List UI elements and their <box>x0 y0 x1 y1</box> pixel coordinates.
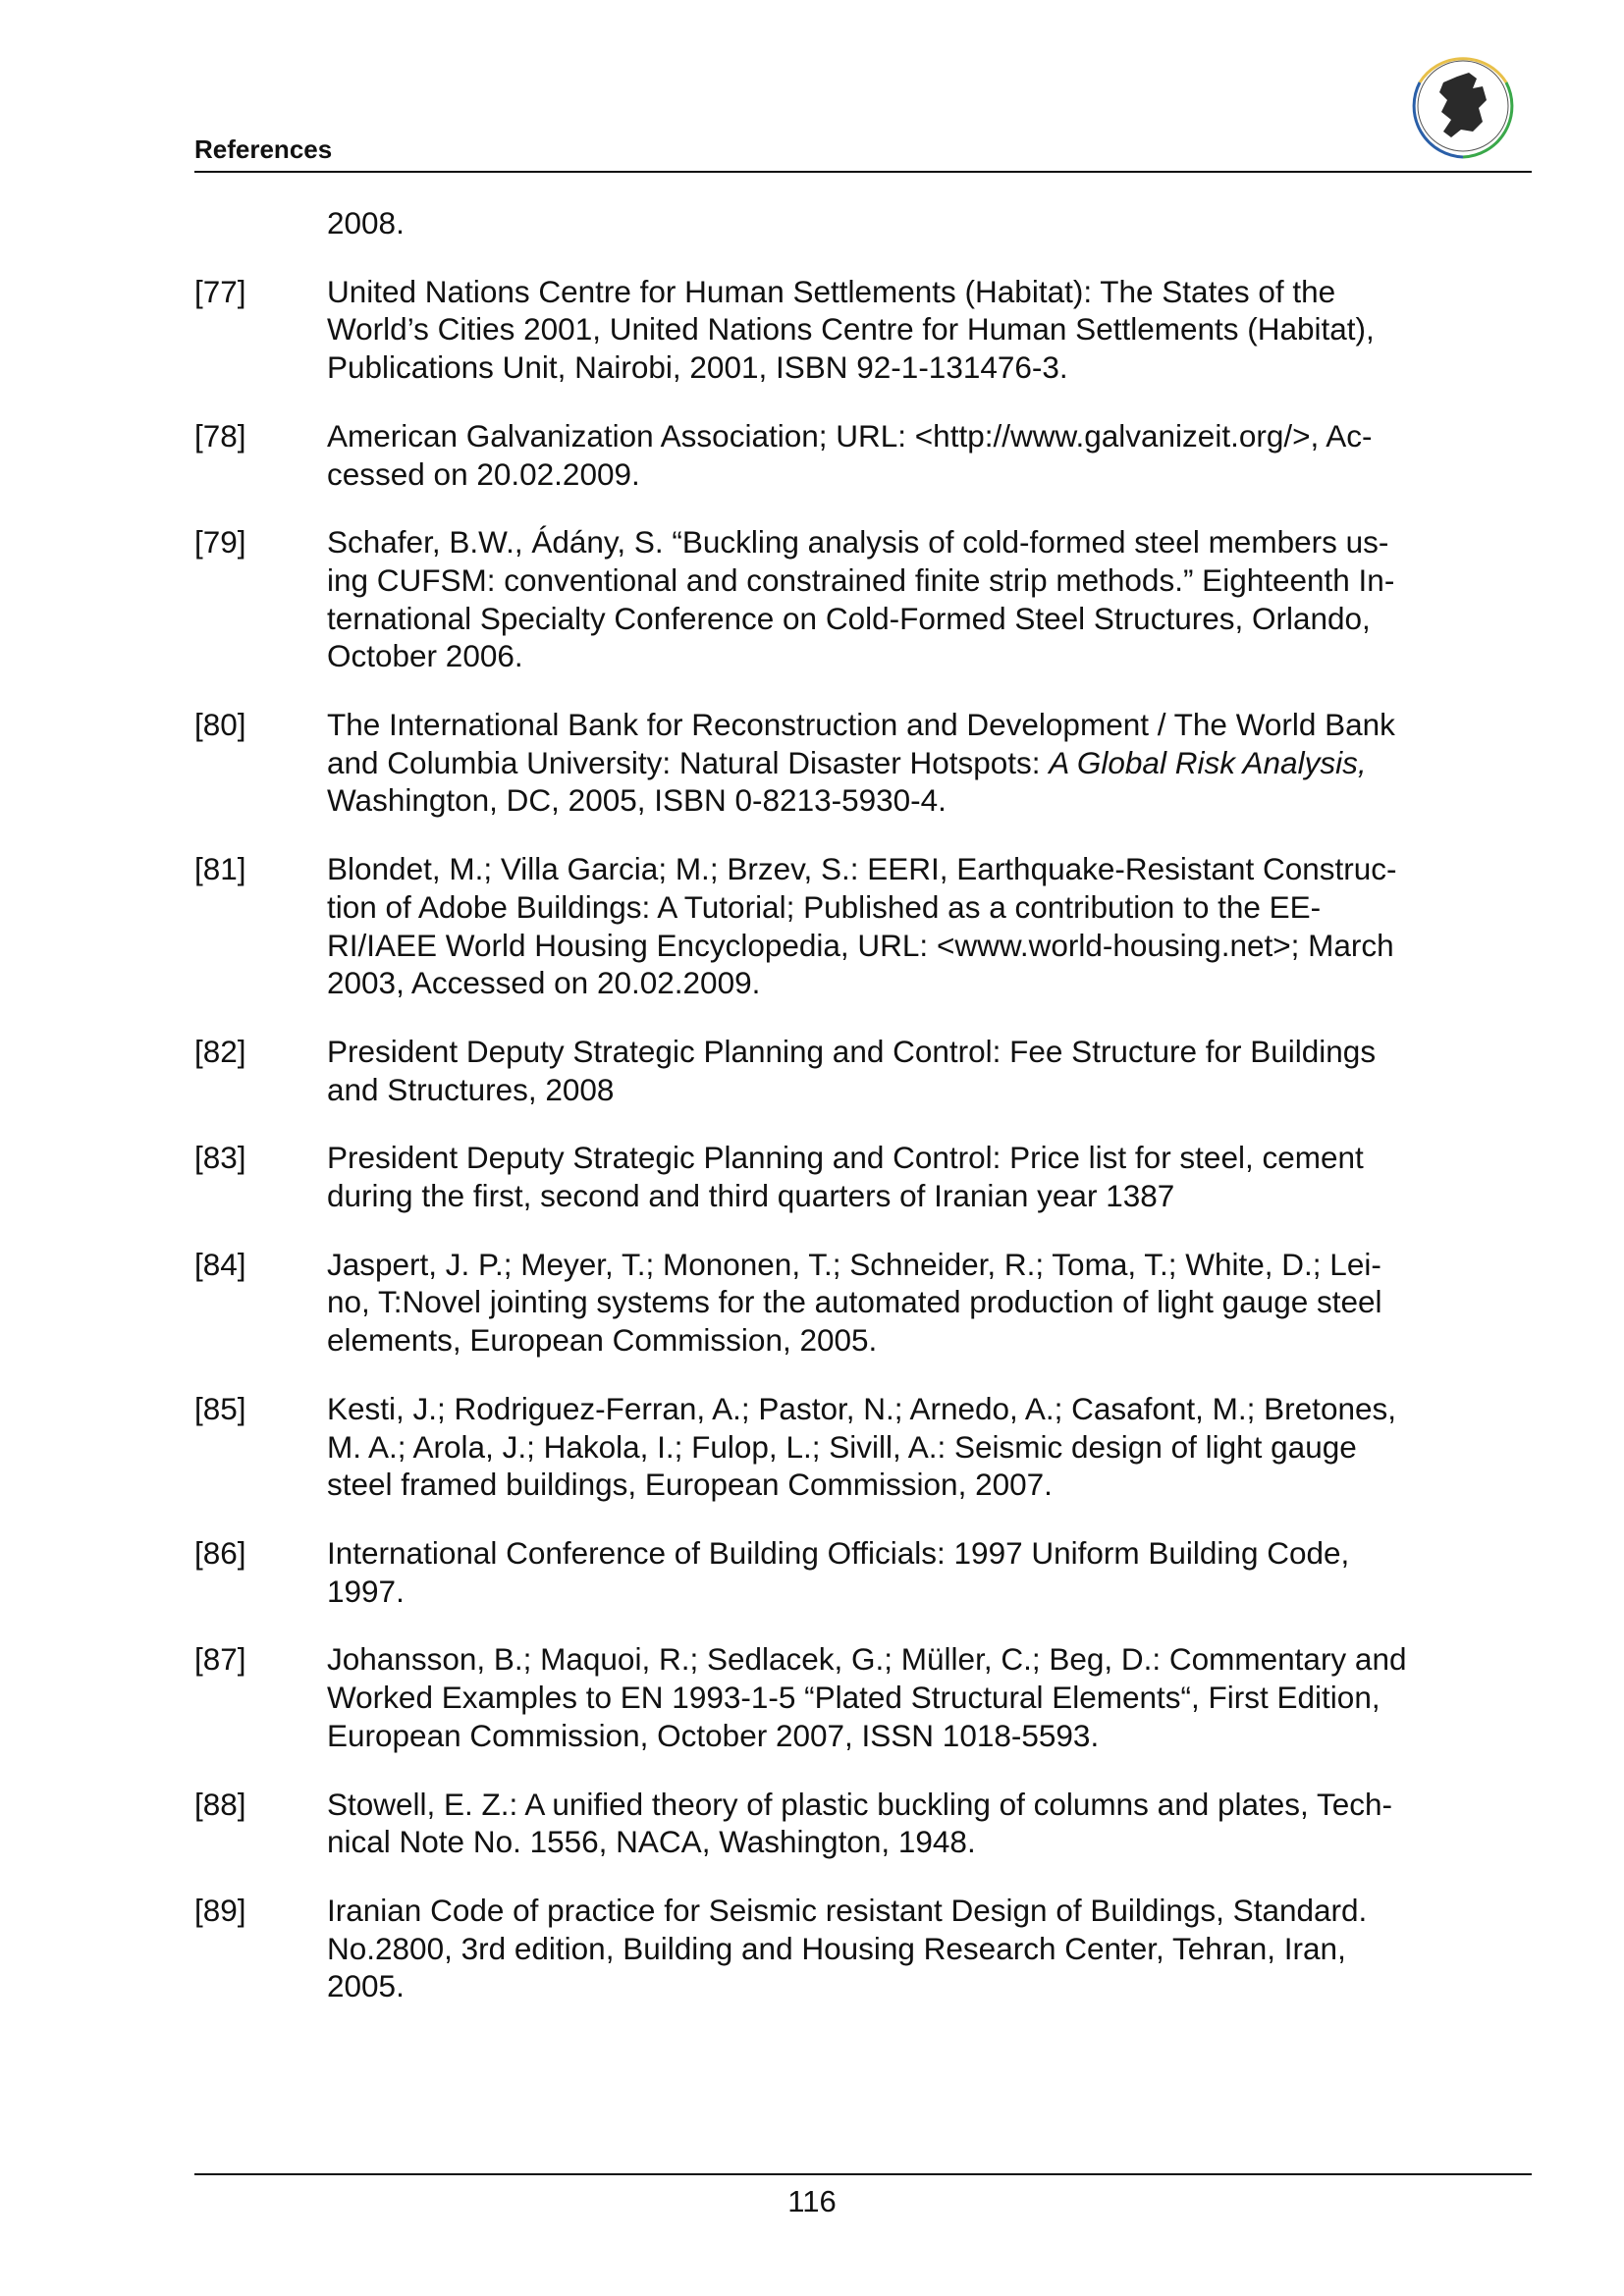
reference-text <box>327 1892 1532 2005</box>
reference-line: Blondet, M.; Villa Garcia; M.; Brzev, S.: EERI, Earthquake-Resistant Construc- <box>327 851 1397 887</box>
reference-text <box>327 1139 1532 1214</box>
reference-line: United Nations Centre for Human Settlements (Habitat): The States of the <box>327 273 1336 309</box>
reference-line: M. A.; Arola, J.; Hakola, I.; Fulop, L.; Sivill, A.: Seismic design of light gauge <box>327 1428 1357 1465</box>
reference-number: [78] <box>194 417 246 454</box>
reference-number: [88] <box>194 1786 246 1822</box>
reference-line: Iranian Code of practice for Seismic resistant Design of Buildings, Standard. <box>327 1892 1368 1928</box>
reference-text <box>327 706 1532 820</box>
reference-entry <box>194 273 1532 387</box>
reference-line: during the first, second and third quarters of Iranian year 1387 <box>327 1178 1175 1214</box>
reference-line: Worked Examples to EN 1993-1-5 “Plated Structural Elements“, First Edition, <box>327 1680 1380 1716</box>
reference-line: Jaspert, J. P.; Meyer, T.; Mononen, T.; Schneider, R.; Toma, T.; White, D.; Lei- <box>327 1246 1381 1282</box>
reference-line <box>327 744 1532 782</box>
reference-number: [77] <box>194 273 246 309</box>
text-segment: and Columbia University: Natural Disaster Hotspots: <box>327 744 1050 780</box>
reference-line: Stowell, E. Z.: A unified theory of plastic buckling of columns and plates, Tech- <box>327 1786 1392 1822</box>
reference-line: President Deputy Strategic Planning and Control: Fee Structure for Buildings <box>327 1033 1377 1069</box>
reference-entry <box>194 1786 1532 1861</box>
reference-number: [82] <box>194 1033 246 1069</box>
reference-number-empty <box>194 204 327 242</box>
reference-line: Kesti, J.; Rodriguez-Ferran, A.; Pastor, N.; Arnedo, A.; Casafont, M.; Bretones, <box>327 1390 1396 1426</box>
reference-line: Washington, DC, 2005, ISBN 0-8213-5930-4. <box>327 782 947 819</box>
reference-number: [86] <box>194 1534 246 1571</box>
reference-line: President Deputy Strategic Planning and Control: Price list for steel, cement <box>327 1140 1364 1176</box>
reference-line: ternational Specialty Conference on Cold-Formed Steel Structures, Orlando, <box>327 600 1371 636</box>
reference-line: European Commission, October 2007, ISSN 1018-5593. <box>327 1717 1100 1753</box>
reference-line: and Structures, 2008 <box>327 1071 615 1107</box>
reference-text <box>327 1640 1532 1754</box>
reference-entry <box>194 417 1532 493</box>
reference-line: 1997. <box>327 1573 405 1609</box>
reference-number: [87] <box>194 1641 246 1678</box>
reference-number: [89] <box>194 1892 246 1928</box>
reference-text <box>327 1033 1532 1108</box>
reference-text <box>327 417 1532 493</box>
reference-line: cessed on 20.02.2009. <box>327 455 640 492</box>
reference-text <box>327 204 1532 242</box>
reference-line: elements, European Commission, 2005. <box>327 1322 878 1359</box>
reference-entry <box>194 1390 1532 1504</box>
reference-text <box>327 1534 1532 1610</box>
reference-entry <box>194 1892 1532 2005</box>
reference-text <box>327 273 1532 387</box>
header-rule <box>194 171 1532 173</box>
reference-line: Johansson, B.; Maquoi, R.; Sedlacek, G.; Müller, C.; Beg, D.: Commentary and <box>327 1641 1407 1678</box>
reference-line: International Conference of Building Officials: 1997 Uniform Building Code, <box>327 1534 1350 1571</box>
italic-title: A Global Risk Analysis, <box>1049 744 1367 780</box>
reference-number: [81] <box>194 851 246 887</box>
reference-entry <box>194 1139 1532 1214</box>
reference-line: October 2006. <box>327 638 523 674</box>
university-seal-logo <box>1400 43 1526 169</box>
reference-line: No.2800, 3rd edition, Building and Housing Research Center, Tehran, Iran, <box>327 1930 1346 1966</box>
reference-line: no, T:Novel jointing systems for the automated production of light gauge steel <box>327 1284 1382 1320</box>
reference-line: nical Note No. 1556, NACA, Washington, 1948. <box>327 1824 976 1860</box>
reference-entry <box>194 706 1532 820</box>
page-number: 116 <box>787 2184 837 2218</box>
reference-line: 2003, Accessed on 20.02.2009. <box>327 965 761 1001</box>
reference-line: 2008. <box>327 205 405 240</box>
reference-text <box>327 523 1532 675</box>
reference-number: [85] <box>194 1390 246 1426</box>
footer-rule <box>194 2173 1532 2175</box>
reference-number: [79] <box>194 524 246 561</box>
running-header-title: References <box>194 134 333 164</box>
reference-line: Publications Unit, Nairobi, 2001, ISBN 92-1-131476-3. <box>327 349 1068 386</box>
reference-line: Schafer, B.W., Ádány, S. “Buckling analysis of cold-formed steel members us- <box>327 524 1389 561</box>
reference-text <box>327 1786 1532 1861</box>
reference-entry <box>194 1640 1532 1754</box>
reference-line: RI/IAEE World Housing Encyclopedia, URL: <www.world-housing.net>; March <box>327 927 1394 963</box>
reference-text <box>327 850 1532 1002</box>
reference-line: ing CUFSM: conventional and constrained finite strip methods.” Eighteenth In- <box>327 561 1395 598</box>
reference-text <box>327 1246 1532 1360</box>
reference-line: steel framed buildings, European Commission, 2007. <box>327 1467 1053 1503</box>
reference-entry <box>194 850 1532 1002</box>
reference-continuation <box>194 204 1532 242</box>
reference-line: 2005. <box>327 1968 405 2004</box>
reference-entry <box>194 1534 1532 1610</box>
reference-number: [80] <box>194 707 246 743</box>
reference-entry <box>194 1033 1532 1108</box>
reference-list <box>194 204 1532 2036</box>
reference-text <box>327 1390 1532 1504</box>
reference-entry <box>194 523 1532 675</box>
reference-line: The International Bank for Reconstruction and Development / The World Bank <box>327 707 1395 743</box>
reference-line: World’s Cities 2001, United Nations Centre for Human Settlements (Habitat), <box>327 311 1375 347</box>
reference-line: American Galvanization Association; URL: <http://www.galvanizeit.org/>, Ac- <box>327 417 1373 454</box>
reference-number: [84] <box>194 1246 246 1282</box>
reference-line: tion of Adobe Buildings: A Tutorial; Published as a contribution to the EE- <box>327 888 1322 925</box>
reference-number: [83] <box>194 1140 246 1176</box>
reference-entry <box>194 1246 1532 1360</box>
